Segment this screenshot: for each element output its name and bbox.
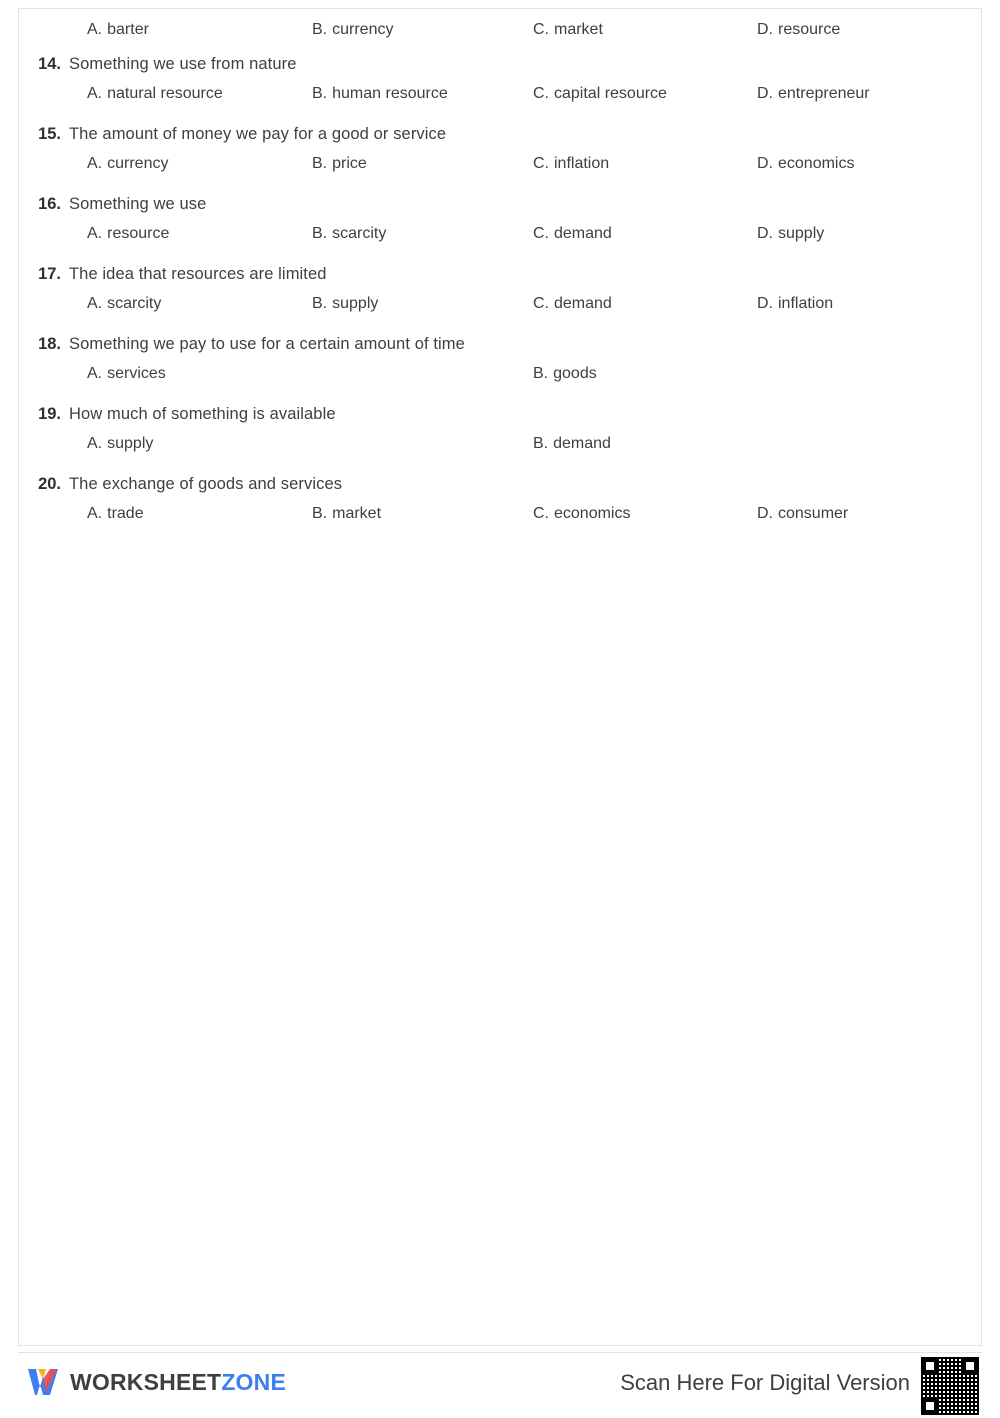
question-block <box>27 55 973 119</box>
answer-text: trade <box>107 505 144 522</box>
answer-label: A. <box>87 295 103 312</box>
qr-eye-top-right <box>962 1358 978 1374</box>
question-line <box>27 335 973 365</box>
answer-label: C. <box>533 295 549 312</box>
question-number: 18. <box>38 335 61 353</box>
answer-row <box>69 85 973 119</box>
answer-text: inflation <box>778 295 834 312</box>
answer-row-continued <box>69 21 973 55</box>
answer-text: supply <box>107 435 154 452</box>
answer-option[interactable] <box>533 365 597 383</box>
answer-text: resource <box>107 225 170 242</box>
answer-row <box>69 505 973 539</box>
answer-option[interactable] <box>757 225 824 243</box>
answer-text: market <box>332 505 382 522</box>
answer-option[interactable] <box>312 21 393 39</box>
qr-eye-top-left <box>922 1358 938 1374</box>
answer-text: demand <box>554 225 612 242</box>
answer-option[interactable] <box>312 225 386 243</box>
answer-option[interactable] <box>533 225 612 243</box>
question-number: 17. <box>38 265 61 283</box>
footer-divider <box>18 1352 982 1353</box>
answer-option[interactable] <box>533 155 609 173</box>
question-text: The exchange of goods and services <box>69 475 343 493</box>
answer-option[interactable] <box>312 505 381 523</box>
question-text: The idea that resources are limited <box>69 265 327 283</box>
answer-label: B. <box>533 435 549 452</box>
brand-logo[interactable] <box>26 1366 286 1398</box>
answer-option[interactable] <box>87 295 161 313</box>
answer-label: C. <box>533 85 549 102</box>
answer-label: B. <box>312 155 328 172</box>
answer-option[interactable] <box>533 21 603 39</box>
brand-text <box>70 1369 286 1396</box>
question-block <box>27 195 973 259</box>
answer-text: human resource <box>332 85 448 102</box>
answer-text: supply <box>778 225 825 242</box>
answer-label: C. <box>533 505 549 522</box>
answer-text: consumer <box>778 505 849 522</box>
answer-label: C. <box>533 21 549 38</box>
answer-text: economics <box>554 505 631 522</box>
question-line <box>27 475 973 505</box>
question-block <box>27 125 973 189</box>
answer-text: natural resource <box>107 85 223 102</box>
page-footer <box>18 1352 982 1408</box>
brand-text-primary: WORKSHEET <box>70 1368 222 1395</box>
question-text: Something we use <box>69 195 207 213</box>
answer-text: demand <box>554 295 612 312</box>
answer-option[interactable] <box>87 21 149 39</box>
answer-label: A. <box>87 505 103 522</box>
answer-label: A. <box>87 85 103 102</box>
answer-option[interactable] <box>312 155 367 173</box>
brand-text-secondary: ZONE <box>221 1368 287 1395</box>
answer-label: B. <box>312 225 328 242</box>
answer-label: A. <box>87 225 103 242</box>
answer-label: D. <box>757 295 773 312</box>
answer-option[interactable] <box>533 505 630 523</box>
answer-label: A. <box>87 155 103 172</box>
answer-option[interactable] <box>87 365 166 383</box>
answer-option[interactable] <box>757 505 848 523</box>
question-block <box>27 335 973 399</box>
question-number: 14. <box>38 55 61 73</box>
question-line <box>27 55 973 85</box>
question-block <box>27 475 973 539</box>
answer-label: D. <box>757 225 773 242</box>
answer-label: B. <box>312 505 328 522</box>
answer-text: supply <box>332 295 379 312</box>
answer-label: A. <box>87 435 103 452</box>
answer-text: capital resource <box>554 85 667 102</box>
answer-label: A. <box>87 365 103 382</box>
answer-option[interactable] <box>757 85 870 103</box>
worksheet-page <box>18 8 982 1346</box>
answer-row <box>69 365 973 399</box>
question-number: 19. <box>38 405 61 423</box>
answer-option[interactable] <box>757 155 854 173</box>
question-number: 15. <box>38 125 61 143</box>
question-text: The amount of money we pay for a good or service <box>69 125 447 143</box>
worksheet-content <box>27 21 973 545</box>
question-text: Something we use from nature <box>69 55 297 73</box>
answer-text: price <box>332 155 367 172</box>
qr-eye-bottom-left <box>922 1398 938 1414</box>
answer-option[interactable] <box>757 295 833 313</box>
question-number: 20. <box>38 475 61 493</box>
answer-row <box>69 225 973 259</box>
answer-text: entrepreneur <box>778 85 870 102</box>
answer-option[interactable] <box>87 155 168 173</box>
answer-text: currency <box>332 21 394 38</box>
question-line <box>27 405 973 435</box>
answer-option[interactable] <box>87 85 223 103</box>
answer-text: goods <box>553 365 597 382</box>
answer-text: inflation <box>554 155 610 172</box>
answer-text: market <box>554 21 603 38</box>
answer-text: currency <box>107 155 169 172</box>
question-text: Something we pay to use for a certain amount of time <box>69 335 465 353</box>
answer-label: B. <box>312 21 328 38</box>
answer-text: scarcity <box>332 225 387 242</box>
answer-option[interactable] <box>533 295 612 313</box>
answer-text: demand <box>553 435 611 452</box>
answer-option[interactable] <box>87 435 153 453</box>
answer-text: economics <box>778 155 855 172</box>
answer-label: D. <box>757 505 773 522</box>
scan-instruction-text: Scan Here For Digital Version <box>620 1370 910 1395</box>
question-block <box>27 405 973 469</box>
answer-label: D. <box>757 21 773 38</box>
answer-label: B. <box>312 295 328 312</box>
answer-label: C. <box>533 225 549 242</box>
answer-option[interactable] <box>757 21 840 39</box>
answer-option[interactable] <box>312 295 378 313</box>
question-line <box>27 265 973 295</box>
question-text: How much of something is available <box>69 405 336 423</box>
answer-option[interactable] <box>87 505 144 523</box>
answer-label: B. <box>533 365 549 382</box>
answer-text: scarcity <box>107 295 162 312</box>
answer-option[interactable] <box>312 85 448 103</box>
question-number: 16. <box>38 195 61 213</box>
answer-label: B. <box>312 85 328 102</box>
answer-row <box>69 295 973 329</box>
answer-row <box>69 155 973 189</box>
answer-option[interactable] <box>533 435 611 453</box>
answer-label: D. <box>757 155 773 172</box>
answer-text: resource <box>778 21 841 38</box>
answer-label: C. <box>533 155 549 172</box>
answer-label: D. <box>757 85 773 102</box>
answer-row <box>69 435 973 469</box>
question-line <box>27 125 973 155</box>
question-line <box>27 195 973 225</box>
answer-option[interactable] <box>87 225 169 243</box>
answer-option[interactable] <box>533 85 667 103</box>
question-block <box>27 265 973 329</box>
answer-text: barter <box>107 21 149 38</box>
worksheet-zone-logo-icon <box>26 1366 60 1398</box>
answer-text: services <box>107 365 166 382</box>
qr-code-icon[interactable] <box>918 1354 982 1418</box>
answer-label: A. <box>87 21 103 38</box>
